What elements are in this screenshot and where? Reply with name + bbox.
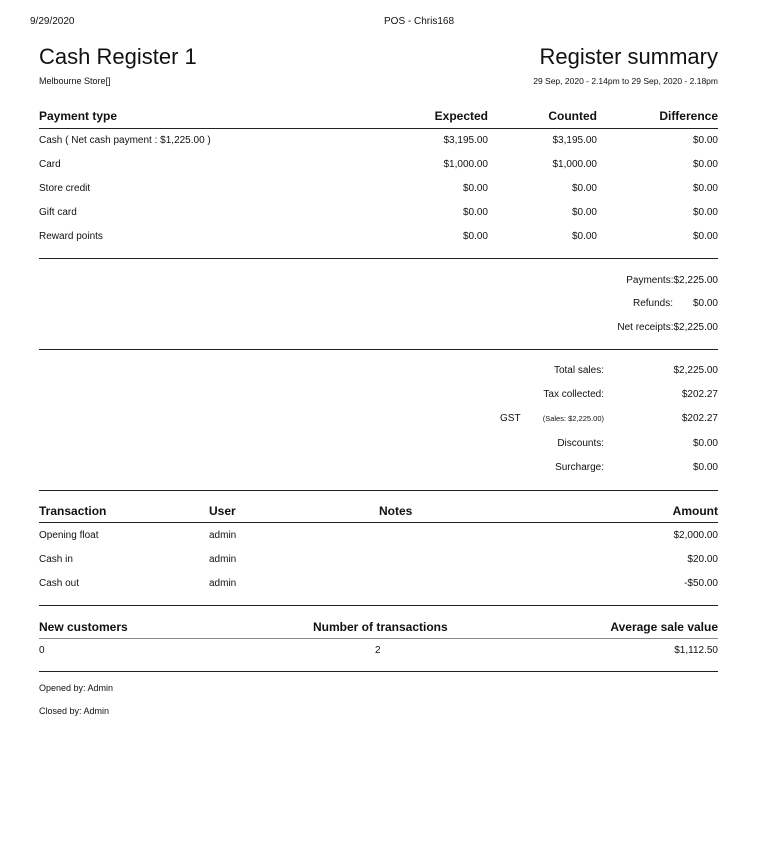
num-transactions-label: Number of transactions (313, 620, 448, 634)
print-date: 9/29/2020 (30, 16, 75, 27)
expected-value: $0.00 (462, 231, 488, 242)
gst-sales: (Sales: $2,225.00) (542, 414, 604, 423)
col-amount: Amount (672, 504, 718, 518)
col-transaction: Transaction (39, 504, 107, 518)
summary-title: Register summary (539, 44, 718, 69)
print-title: POS - Chris168 (384, 16, 455, 27)
payment-type: Cash ( Net cash payment : $1,225.00 ) (39, 135, 211, 146)
total-sales-value: $2,225.00 (673, 365, 718, 376)
col-user: User (209, 504, 236, 518)
difference-value: $0.00 (692, 159, 718, 170)
counted-value: $0.00 (571, 183, 597, 194)
refunds-total: Refunds: $0.00 (632, 298, 718, 309)
payment-type: Store credit (39, 183, 91, 194)
transaction-amount: $20.00 (687, 554, 718, 565)
expected-value: $0.00 (462, 183, 488, 194)
opened-by: Opened by: Admin (39, 683, 114, 693)
expected-value: $1,000.00 (443, 159, 488, 170)
divider (39, 490, 718, 491)
col-counted: Counted (548, 109, 597, 123)
tax-value: $202.27 (681, 389, 718, 400)
transaction-user: admin (209, 530, 237, 541)
payment-type: Gift card (39, 207, 77, 218)
transaction-user: admin (209, 578, 237, 589)
difference-value: $0.00 (692, 207, 718, 218)
divider (39, 128, 718, 129)
counted-value: $3,195.00 (552, 135, 597, 146)
counted-value: $0.00 (571, 207, 597, 218)
payment-type: Card (39, 159, 61, 170)
payment-type: Reward points (39, 231, 103, 242)
transaction-amount: -$50.00 (684, 578, 718, 589)
net-receipts: Net receipts:$2,225.00 (617, 322, 718, 333)
col-expected: Expected (434, 109, 488, 123)
transaction-user: admin (209, 554, 237, 565)
surcharge-label: Surcharge: (555, 462, 604, 473)
discounts-value: $0.00 (692, 438, 718, 449)
payments-total: Payments:$2,225.00 (626, 275, 718, 286)
transaction-type: Opening float (39, 530, 99, 541)
transaction-type: Cash in (39, 554, 73, 565)
counted-value: $1,000.00 (552, 159, 597, 170)
new-customers-label: New customers (39, 620, 128, 634)
col-notes: Notes (379, 504, 413, 518)
expected-value: $0.00 (462, 207, 488, 218)
total-sales-label: Total sales: (553, 365, 604, 376)
divider (39, 638, 718, 639)
new-customers-value: 0 (39, 645, 45, 656)
divider (39, 671, 718, 672)
divider (39, 605, 718, 606)
closed-by: Closed by: Admin (39, 706, 110, 716)
summary-period: 29 Sep, 2020 - 2.14pm to 29 Sep, 2020 - 2.18pm (533, 76, 718, 86)
register-name: Cash Register 1 (39, 44, 197, 69)
store-name: Melbourne Store[] (39, 76, 111, 86)
col-payment-type: Payment type (39, 109, 118, 123)
transaction-amount: $2,000.00 (673, 530, 718, 541)
col-difference: Difference (659, 109, 718, 123)
counted-value: $0.00 (571, 231, 597, 242)
num-transactions-value: 2 (375, 645, 381, 656)
gst-value: $202.27 (681, 413, 718, 424)
transaction-type: Cash out (39, 578, 80, 589)
tax-label: Tax collected: (543, 389, 604, 400)
difference-value: $0.00 (692, 183, 718, 194)
divider (39, 258, 718, 259)
avg-sale-value: $1,112.50 (674, 645, 718, 656)
difference-value: $0.00 (692, 231, 718, 242)
expected-value: $3,195.00 (443, 135, 488, 146)
divider (39, 349, 718, 350)
gst-label: GST (500, 413, 521, 424)
avg-sale-label: Average sale value (610, 620, 718, 634)
difference-value: $0.00 (692, 135, 718, 146)
divider (39, 522, 718, 523)
discounts-label: Discounts: (557, 438, 604, 449)
surcharge-value: $0.00 (692, 462, 718, 473)
